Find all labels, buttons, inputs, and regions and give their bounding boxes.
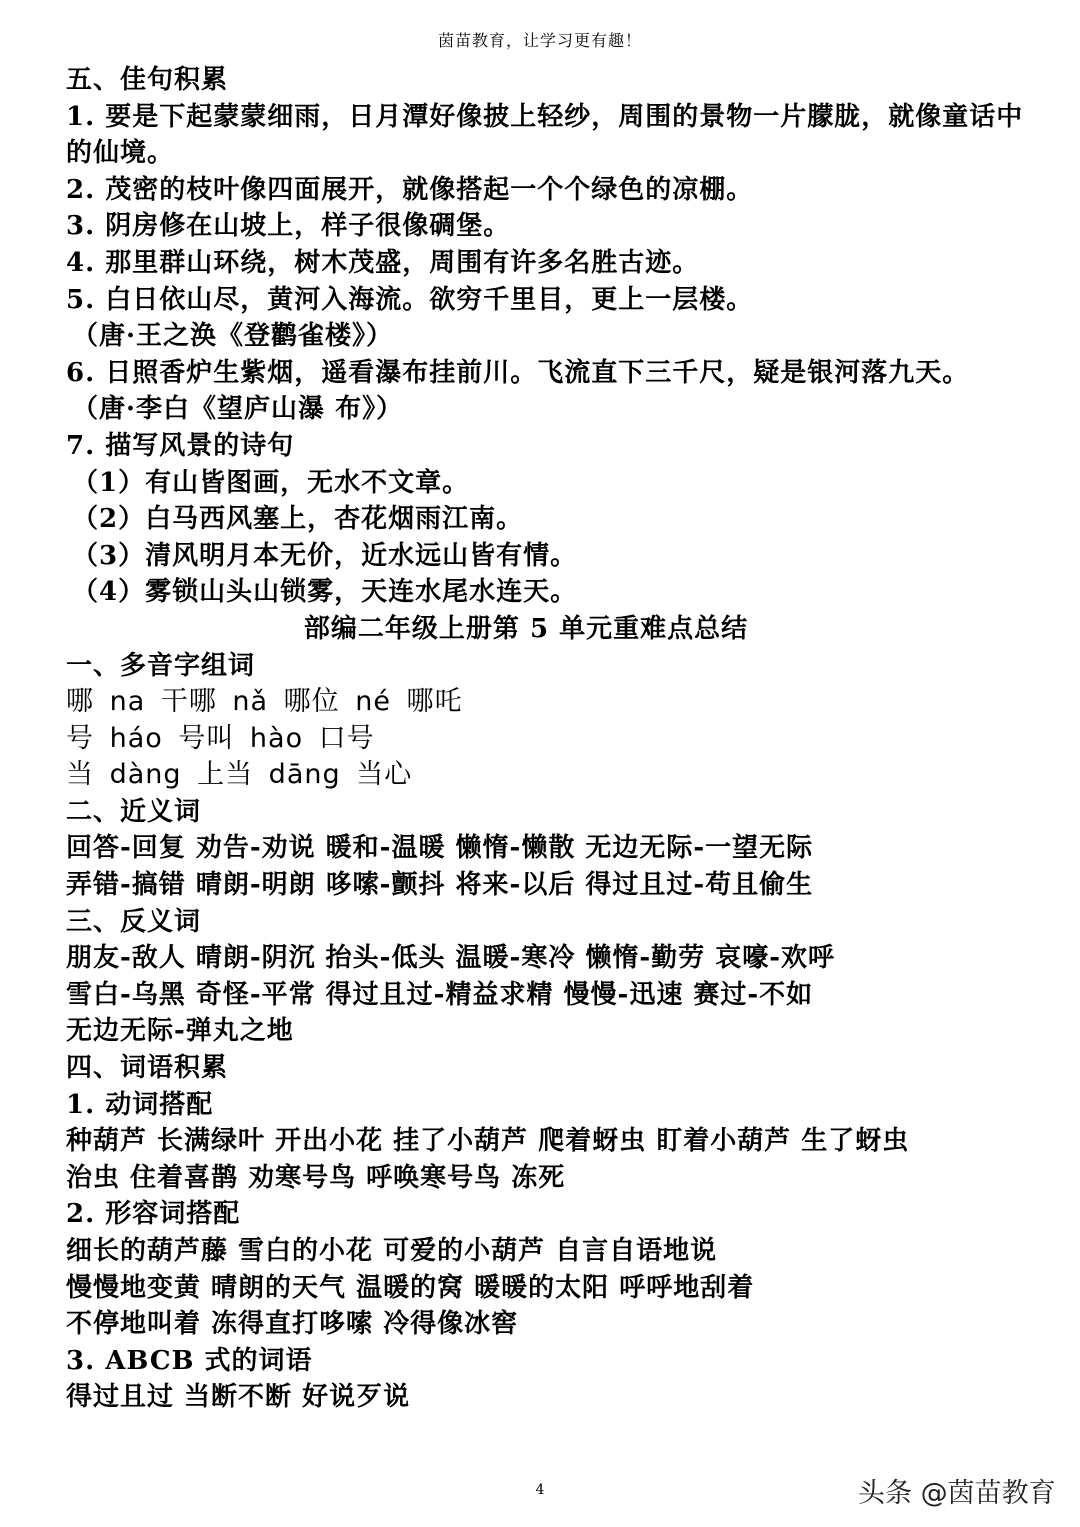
- text-line: （2）白马西风塞上，杏花烟雨江南。: [72, 504, 524, 535]
- text-line: 回答-回复 劝告-劝说 暖和-温暖 懒惰-懒散 无边无际-一望无际: [66, 833, 814, 864]
- text-line: 7. 描写风景的诗句: [66, 430, 295, 461]
- text-line: 五、佳句积累: [66, 65, 229, 95]
- page-number: 4: [535, 1482, 545, 1498]
- text-line: 3. ABCB 式的词语: [66, 1345, 313, 1376]
- text-line: 当 dàng 上当 dāng 当心: [66, 759, 413, 791]
- watermark-text: 头条 @茵苗教育: [858, 1478, 1056, 1509]
- text-line: 6. 日照香炉生紫烟，遥看瀑布挂前川。飞流直下三千尺，疑是银河落九天。: [66, 357, 970, 388]
- text-line: 无边无际-弹丸之地: [66, 1016, 294, 1047]
- section-title: 部编二年级上册第 5 单元重难点总结: [303, 613, 749, 644]
- text-line: 三、反义词: [66, 906, 202, 937]
- text-line: 1. 动词搭配: [66, 1089, 214, 1120]
- page-header: 茵苗教育，让学习更有趣！: [437, 31, 642, 50]
- text-line: 号 háo 号叫 hào 口号: [66, 722, 375, 754]
- text-line: （唐·王之涣《登鹳雀楼》）: [72, 321, 394, 352]
- text-line: 3. 阴房修在山坡上，样子很像碉堡。: [66, 211, 511, 242]
- text-line: 细长的葫芦藤 雪白的小花 可爱的小葫芦 自言自语地说: [66, 1236, 718, 1266]
- text-line: （1）有山皆图画，无水不文章。: [72, 467, 470, 498]
- text-line: 2. 茂密的枝叶像四面展开，就像搭起一个个绿色的凉棚。: [66, 174, 754, 205]
- text-line: （4）雾锁山头山锁雾，天连水尾水连天。: [72, 577, 578, 608]
- text-line: 种葫芦 长满绿叶 开出小花 挂了小葫芦 爬着蚜虫 盯着小葫芦 生了蚜虫: [66, 1126, 910, 1157]
- text-line: 4. 那里群山环绕，树木茂盛，周围有许多名胜古迹。: [66, 247, 700, 278]
- text-line: 2. 形容词搭配: [66, 1199, 241, 1230]
- text-line: 弄错-搞错 晴朗-明朗 哆嗦-颤抖 将来-以后 得过且过-苟且偷生: [66, 870, 814, 901]
- text-line: （3）清风明月本无价，近水远山皆有情。: [72, 540, 578, 571]
- text-line: 二、近义词: [66, 796, 202, 827]
- text-line: （唐·李白《望庐山瀑 布》）: [72, 394, 404, 425]
- document-body: [66, 62, 1046, 1416]
- text-line: 四、词语积累: [66, 1053, 229, 1084]
- text-line: 5. 白日依山尽，黄河入海流。欲穷千里目，更上一层楼。: [66, 284, 754, 315]
- text-line: 雪白-乌黑 奇怪-平常 得过且过-精益求精 慢慢-迅速 赛过-不如: [66, 979, 814, 1010]
- text-line: 不停地叫着 冻得直打哆嗦 冷得像冰窖: [66, 1309, 519, 1340]
- text-line: 治虫 住着喜鹊 劝寒号鸟 呼唤寒号鸟 冻死: [66, 1162, 566, 1193]
- text-line: 1. 要是下起蒙蒙细雨，日月潭好像披上轻纱，周围的景物一片朦胧，就像童话中的仙境。: [66, 101, 1024, 169]
- text-line: 一、多音字组词: [66, 650, 256, 681]
- text-line: 朋友-敌人 晴朗-阴沉 抬头-低头 温暖-寒冷 懒惰-勤劳 哀嚎-欢呼: [66, 943, 836, 974]
- text-line: 慢慢地变黄 晴朗的天气 温暖的窝 暖暖的太阳 呼呼地刮着: [66, 1272, 755, 1303]
- text-line: 得过且过 当断不断 好说歹说: [66, 1382, 411, 1413]
- text-line: 哪 na 干哪 nǎ 哪位 né 哪吒: [66, 686, 463, 718]
